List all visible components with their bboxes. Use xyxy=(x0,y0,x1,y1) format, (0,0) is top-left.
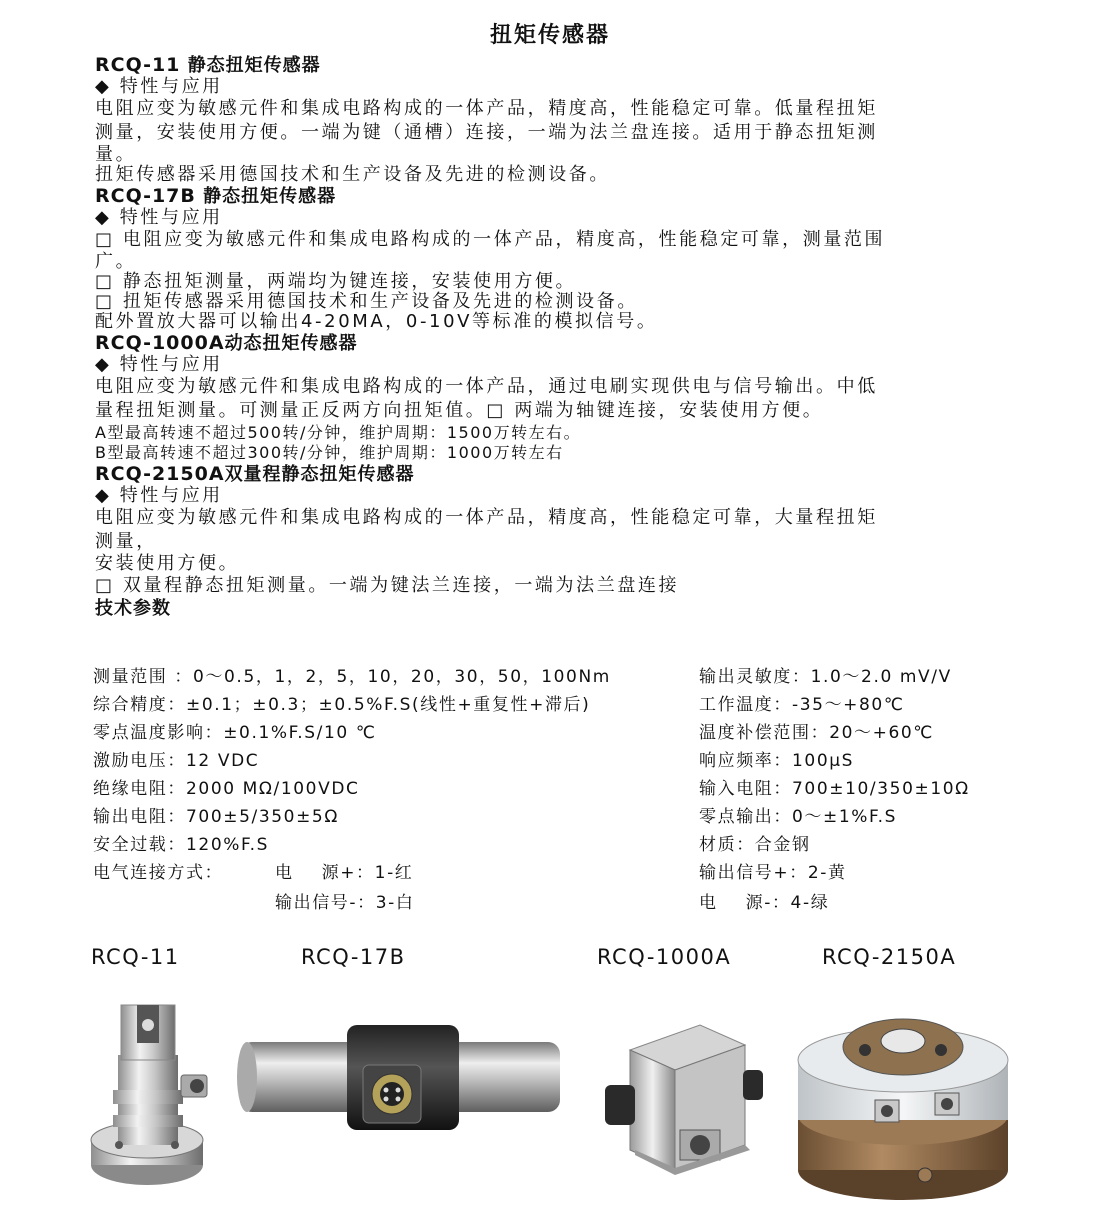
section-line: 配外置放大器可以输出4-20MA，0-10V等标准的模拟信号。 xyxy=(95,311,658,332)
section-name: 双量程静态扭矩传感器 xyxy=(224,464,415,485)
section-line: 电阻应变为敏感元件和集成电路构成的一体产品，通过电刷实现供电与信号输出。中低 xyxy=(95,376,878,397)
section-line: □ 双量程静态扭矩测量。一端为键法兰连接，一端为法兰盘连接 xyxy=(95,575,680,596)
spec-table xyxy=(93,662,1053,916)
rcq-11-product-image xyxy=(85,995,225,1195)
section-bullet: ◆ 特性与应用 xyxy=(95,485,223,506)
section-line: 量。 xyxy=(95,144,137,165)
section-heading xyxy=(95,54,1025,77)
spec-right: 温度补偿范围：20～+60℃ xyxy=(699,723,934,743)
product-labels xyxy=(0,945,1100,975)
spec-row xyxy=(93,774,1053,802)
section-line: □ 静态扭矩测量，两端均为键连接，安装使用方便。 xyxy=(95,271,577,292)
document-body xyxy=(95,50,1025,620)
section-bullet: ◆ 特性与应用 xyxy=(95,354,223,375)
spec-left: 绝缘电阻：2000 MΩ/100VDC xyxy=(93,779,360,799)
spec-left: 电气连接方式： xyxy=(93,863,224,883)
spec-wire: 输出信号-：3-白 xyxy=(275,893,415,913)
spec-left: 安全过载：120%F.S xyxy=(93,835,270,855)
section-line: 扭矩传感器采用德国技术和生产设备及先进的检测设备。 xyxy=(95,164,610,185)
spec-left: 激励电压：12 VDC xyxy=(93,751,260,771)
rcq-17b-product-image xyxy=(235,1020,565,1140)
section-line: □ 电阻应变为敏感元件和集成电路构成的一体产品，精度高，性能稳定可靠，测量范围 xyxy=(95,229,886,250)
section-line: 电阻应变为敏感元件和集成电路构成的一体产品，精度高，性能稳定可靠，大量程扭矩 xyxy=(95,507,878,528)
spec-row xyxy=(93,746,1053,774)
spec-wire: 电 源+：1-红 xyxy=(275,863,414,883)
spec-row xyxy=(93,858,1053,888)
spec-right: 电 源-：4-绿 xyxy=(699,893,830,913)
product-label: RCQ-11 xyxy=(91,945,180,969)
section-line: 广。 xyxy=(95,251,137,272)
section-line: B型最高转速不超过300转/分钟，维护周期：1000万转左右 xyxy=(95,443,564,462)
product-label: RCQ-2150A xyxy=(822,945,957,969)
section-name: 动态扭矩传感器 xyxy=(224,333,358,354)
spec-right: 零点输出：0～±1%F.S xyxy=(699,807,898,827)
spec-right: 输出灵敏度：1.0～2.0 mV/V xyxy=(699,667,952,687)
section-code: RCQ-17B xyxy=(95,185,196,207)
section-line: 测量， xyxy=(95,531,157,552)
section-name: 静态扭矩传感器 xyxy=(203,186,337,207)
section-heading xyxy=(95,332,1025,355)
section-code: RCQ-1000A xyxy=(95,332,225,354)
spec-row xyxy=(93,830,1053,858)
rcq-1000a-product-image xyxy=(595,1020,770,1180)
spec-left: 输出电阻：700±5/350±5Ω xyxy=(93,807,339,827)
product-label: RCQ-17B xyxy=(301,945,406,969)
spec-row xyxy=(93,718,1053,746)
spec-row xyxy=(93,802,1053,830)
section-line: 量程扭矩测量。可测量正反两方向扭矩值。□ 两端为轴键连接，安装使用方便。 xyxy=(95,400,824,421)
section-line: □ 扭矩传感器采用德国技术和生产设备及先进的检测设备。 xyxy=(95,291,638,312)
spec-right: 工作温度：-35～+80℃ xyxy=(699,695,905,715)
spec-right: 输入电阻：700±10/350±10Ω xyxy=(699,779,970,799)
section-bullet: ◆ 特性与应用 xyxy=(95,76,223,97)
section-line: 电阻应变为敏感元件和集成电路构成的一体产品，精度高，性能稳定可靠。低量程扭矩 xyxy=(95,98,878,119)
spec-row xyxy=(93,662,1053,690)
page-title: 扭矩传感器 xyxy=(489,23,610,48)
spec-row xyxy=(93,888,1053,916)
section-name: 静态扭矩传感器 xyxy=(187,55,321,76)
section-line: 测量，安装使用方便。一端为键（通槽）连接，一端为法兰盘连接。适用于静态扭矩测 xyxy=(95,122,878,143)
spec-left: 零点温度影响：±0.1%F.S/10 ℃ xyxy=(93,723,377,743)
spec-right: 输出信号+：2-黄 xyxy=(699,863,847,883)
spec-row xyxy=(93,690,1053,718)
spec-left: 综合精度：±0.1；±0.3；±0.5%F.S(线性+重复性+滞后) xyxy=(93,695,591,715)
section-bullet: ◆ 特性与应用 xyxy=(95,207,223,228)
rcq-2150a-product-image xyxy=(795,1005,1015,1205)
section-heading xyxy=(95,463,1025,486)
spec-left: 测量范围 ：0～0.5，1，2，5，10，20，30，50，100Nm xyxy=(93,667,611,687)
section-code: RCQ-2150A xyxy=(95,463,225,485)
section-heading xyxy=(95,185,1025,208)
spec-right: 响应频率：100μS xyxy=(699,751,855,771)
spec-right: 材质：合金钢 xyxy=(699,835,811,855)
section-line: A型最高转速不超过500转/分钟，维护周期：1500万转左右。 xyxy=(95,423,582,442)
section-line: 安装使用方便。 xyxy=(95,553,240,574)
tech-heading: 技术参数 xyxy=(95,598,171,619)
section-code: RCQ-11 xyxy=(95,54,181,76)
product-label: RCQ-1000A xyxy=(597,945,732,969)
